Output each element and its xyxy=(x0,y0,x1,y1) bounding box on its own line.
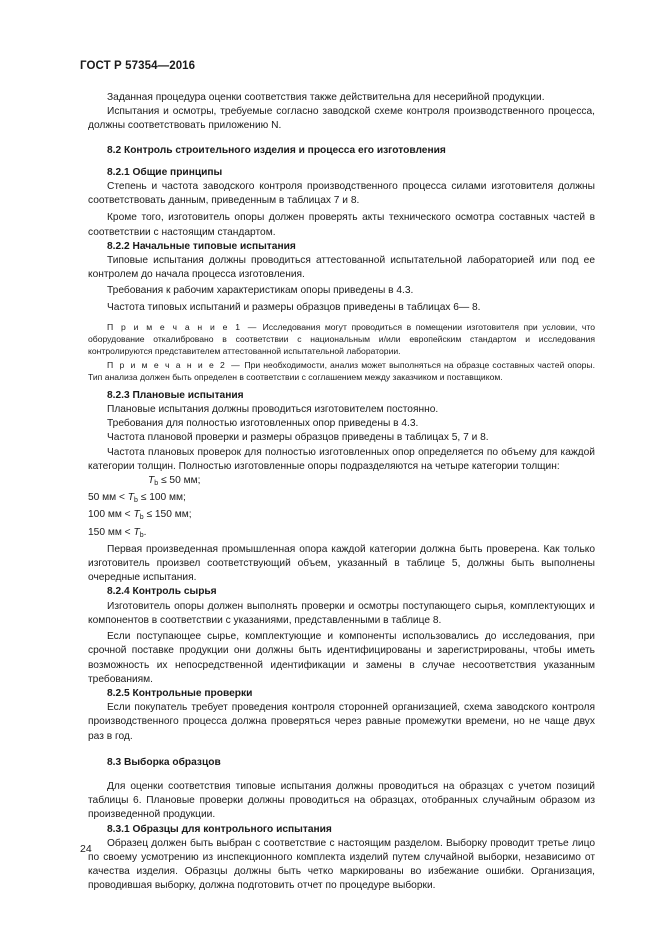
paragraph: Плановые испытания должны проводиться изготовителем постоянно. xyxy=(107,404,439,416)
note-text: Исследования могут проводиться в помещении изготовителя при условии, что оборудование откалибровано в соответствии с национальным и/или европейским стандартом и исследования контролируются представителем аттестованной испытательной лаборатории. xyxy=(88,321,596,356)
subsection-heading-8-2-4: 8.2.4 Контроль сырья xyxy=(107,586,217,598)
thickness-category-1: $T_b \le 50$ мм; xyxy=(148,475,201,488)
note-1 xyxy=(88,321,595,357)
paragraph: Кроме того, изготовитель опоры должен проверять акты технического осмотра составных частей в соответствии с настоящим стандартом. xyxy=(88,212,595,238)
section-heading-8-3: 8.3 Выборка образцов xyxy=(107,756,221,768)
thickness-category-2: 50 мм < $T_b \le 100$ мм; xyxy=(88,492,186,505)
subsection-heading-8-2-1: 8.2.1 Общие принципы xyxy=(107,166,223,178)
note-2 xyxy=(88,359,595,383)
paragraph: Образец должен быть выбран с соответствие с настоящим разделом. Выборку проводит третье лицо по своему усмотрению из инспекционного комплекта изделий путем случайной выборки, независимо от качества изделия. Образцы должны быть четко маркированы во избежание ошибки. Организация, проводившая выборку, должна подготовить отчет по процедуре выборки. xyxy=(88,837,595,892)
section-heading-8-2: 8.2 Контроль строительного изделия и процесса его изготовления xyxy=(107,144,446,156)
paragraph: Первая произведенная промышленная опора каждой категории должна быть проверена. Как только изготовитель произвел соответствующий объем, указанный в таблице 5, должны быть выполнены очередные испытания. xyxy=(88,543,595,584)
subsection-heading-8-2-3: 8.2.3 Плановые испытания xyxy=(107,389,244,401)
thickness-category-3: 100 мм < $T_b \le 150$ мм; xyxy=(88,509,192,522)
paragraph: Частота плановых проверок для полностью изготовленных опор определяется по объему для каждой категории толщин. Полностью изготовленные опоры подразделяются на четыре категории толщин: xyxy=(88,446,595,472)
paragraph: Частота типовых испытаний и размеры образцов приведены в таблицах 6— 8. xyxy=(107,301,481,313)
note-text: При необходимости, анализ может выполняться на образце составных частей опоры. Тип анализа должен быть определен в соответствии с соглашением между заказчиком и поставщиком. xyxy=(88,359,595,382)
paragraph: Требования для полностью изготовленных опор приведены в 4.3. xyxy=(107,418,419,430)
paragraph: Испытания и осмотры, требуемые согласно заводской схеме контроля производственного процесса, должны соответствовать приложению N. xyxy=(88,106,595,132)
subsection-heading-8-3-1: 8.3.1 Образцы для контрольного испытания xyxy=(107,823,332,835)
thickness-category-4: 150 мм < $T_b$. xyxy=(88,526,147,539)
page-number: 24 xyxy=(80,843,92,855)
note-label: П р и м е ч а н и е 2 — xyxy=(107,359,242,370)
paragraph: Для оценки соответствия типовые испытания должны проводиться на образцах с учетом позиций таблицы 6. Плановые проверки должны проводиться на образцах, отобранных случайным образом из произведенной продукции. xyxy=(88,780,595,821)
paragraph: Если поступающее сырье, комплектующие и компоненты использовались до исследования, при срочной поставке продукции они должны быть идентифицированы и зарегистрированы, чтобы иметь возможность их непосредственной идентификации и замены в случае несоответствия указанным требованиям. xyxy=(88,631,595,685)
subsection-heading-8-2-2: 8.2.2 Начальные типовые испытания xyxy=(107,240,296,252)
paragraph: Если покупатель требует проведения контроля сторонней организацией, схема заводского контроля производственного процесса должна проверяться через равные промежутки времени, но не чаще двух раз в год. xyxy=(88,702,595,742)
paragraph: Типовые испытания должны проводиться аттестованной испытательной лабораторией или под ее контролем до начала процесса изготовления. xyxy=(88,255,595,281)
subsection-heading-8-2-5: 8.2.5 Контрольные проверки xyxy=(107,687,253,699)
paragraph: Степень и частота заводского контроля производственного процесса силами изготовителя должны соответствовать данным, приведенным в таблицах 7 и 8. xyxy=(88,181,595,207)
paragraph: Частота плановой проверки и размеры образцов приведены в таблицах 5, 7 и 8. xyxy=(107,432,489,444)
paragraph: Заданная процедура оценки соответствия также действительна для несерийной продукции. xyxy=(107,92,545,103)
document-body xyxy=(88,91,595,894)
note-label: П р и м е ч а н и е 1 — xyxy=(107,321,258,332)
paragraph: Изготовитель опоры должен выполнять проверки и осмотры поступающего сырья, комплектующих и компонентов в соответствии с указаниями, представленными в таблице 8. xyxy=(88,600,595,626)
paragraph: Требования к рабочим характеристикам опоры приведены в 4.3. xyxy=(107,285,414,297)
document-header: ГОСТ Р 57354—2016 xyxy=(80,60,196,72)
